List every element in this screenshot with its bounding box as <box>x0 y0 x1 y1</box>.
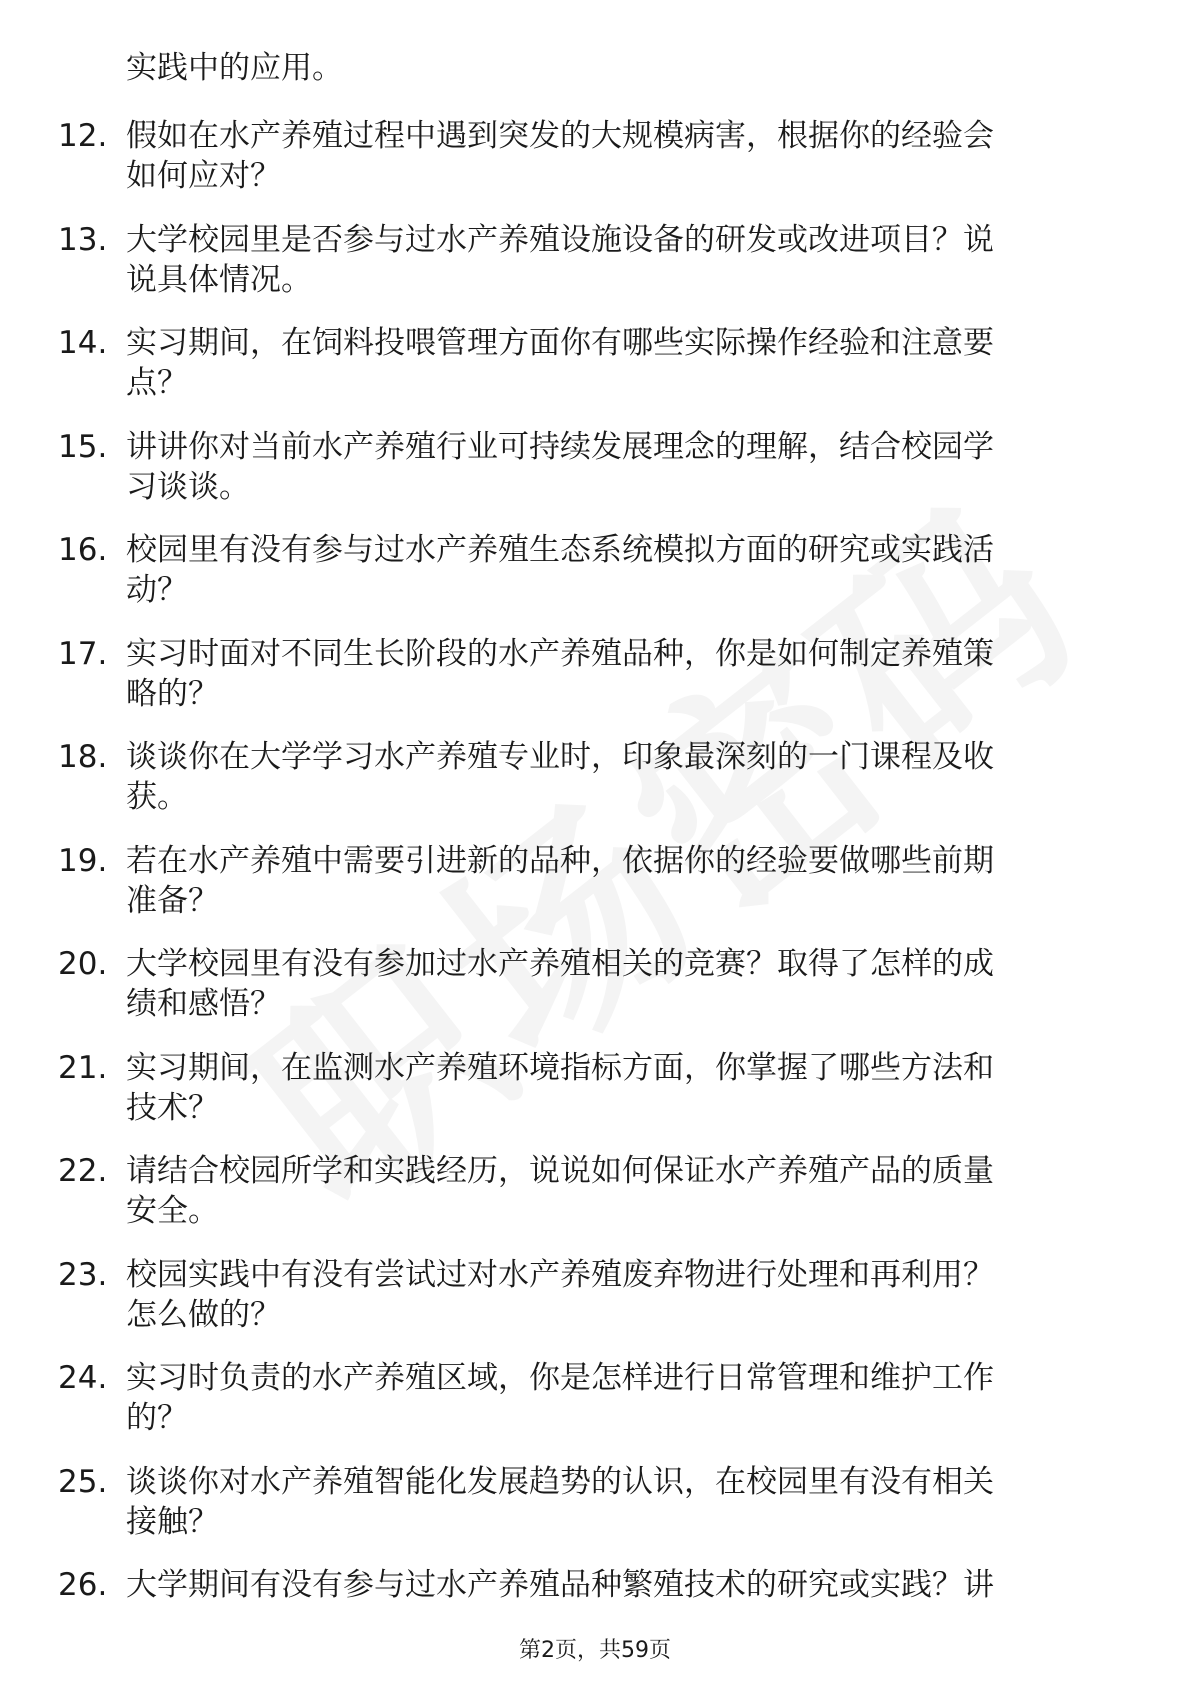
question-text <box>126 1565 1116 1605</box>
question-line: 大学期间有没有参与过水产养殖品种繁殖技术的研究或实践？讲 <box>126 1567 994 1603</box>
question-line: 安全。 <box>126 1193 219 1229</box>
question-line: 略的？ <box>126 675 219 712</box>
question-number: 13. <box>58 221 108 258</box>
question-text <box>126 634 1116 714</box>
question-text <box>126 1462 1116 1542</box>
question-item <box>0 737 1190 841</box>
question-line: 如何应对？ <box>126 158 281 194</box>
question-line: 怎么做的？ <box>126 1296 281 1333</box>
question-number: 18. <box>58 739 108 775</box>
question-item <box>0 1151 1190 1255</box>
question-text <box>126 1151 1116 1231</box>
question-number: 20. <box>58 946 108 982</box>
question-item <box>0 220 1190 324</box>
question-item <box>0 634 1190 738</box>
question-text <box>126 737 1116 817</box>
question-line: 谈谈你在大学学习水产养殖专业时，印象最深刻的一门课程及收 <box>126 739 994 775</box>
question-line: 假如在水产养殖过程中遇到突发的大规模病害，根据你的经验会 <box>126 118 994 154</box>
question-text <box>126 323 1116 403</box>
question-number: 12. <box>58 118 108 154</box>
question-text <box>126 116 1116 196</box>
question-line: 校园里有没有参与过水产养殖生态系统模拟方面的研究或实践活 <box>126 532 994 568</box>
question-number: 24. <box>58 1360 108 1396</box>
question-text <box>126 944 1116 1024</box>
question-line: 实习期间，在饲料投喂管理方面你有哪些实际操作经验和注意要 <box>126 325 994 361</box>
question-number: 14. <box>58 325 108 361</box>
question-line: 讲讲你对当前水产养殖行业可持续发展理念的理解，结合校园学 <box>126 428 994 465</box>
question-line: 大学校园里是否参与过水产养殖设施设备的研发或改进项目？说 <box>126 221 994 258</box>
question-line: 校园实践中有没有尝试过对水产养殖废弃物进行处理和再利用？ <box>126 1256 994 1293</box>
question-list <box>0 116 1190 1669</box>
question-line: 请结合校园所学和实践经历，说说如何保证水产养殖产品的质量 <box>126 1153 994 1189</box>
question-item <box>0 1358 1190 1462</box>
question-line: 谈谈你对水产养殖智能化发展趋势的认识，在校园里有没有相关 <box>126 1463 994 1500</box>
question-line: 习谈谈。 <box>126 468 250 505</box>
question-text <box>126 1358 1116 1438</box>
question-line: 实习时面对不同生长阶段的水产养殖品种，你是如何制定养殖策 <box>126 635 994 672</box>
question-line: 获。 <box>126 779 188 815</box>
question-line: 的？ <box>126 1400 188 1436</box>
question-text <box>126 1255 1116 1335</box>
question-item <box>0 323 1190 427</box>
question-item <box>0 116 1190 220</box>
question-number: 26. <box>58 1567 108 1603</box>
question-text <box>126 427 1116 507</box>
question-item <box>0 841 1190 945</box>
question-text <box>126 220 1116 300</box>
question-text <box>126 1048 1116 1128</box>
question-line: 实习期间，在监测水产养殖环境指标方面，你掌握了哪些方法和 <box>126 1049 994 1086</box>
question-number: 19. <box>58 842 108 879</box>
question-text <box>126 530 1116 610</box>
question-line: 大学校园里有没有参加过水产养殖相关的竞赛？取得了怎样的成 <box>126 946 994 982</box>
question-line: 实习时负责的水产养殖区域，你是怎样进行日常管理和维护工作 <box>126 1360 994 1396</box>
question-number: 15. <box>58 428 108 465</box>
question-item <box>0 1462 1190 1566</box>
question-line: 说具体情况。 <box>126 261 312 298</box>
question-line: 接触？ <box>126 1503 219 1540</box>
question-text <box>126 841 1116 921</box>
question-number: 22. <box>58 1153 108 1189</box>
question-line: 绩和感悟？ <box>126 986 281 1022</box>
question-item <box>0 530 1190 634</box>
question-line: 点？ <box>126 365 188 401</box>
question-item <box>0 1255 1190 1359</box>
continuation-text: 实践中的应用。 <box>126 50 343 86</box>
question-line: 准备？ <box>126 882 219 919</box>
question-item <box>0 427 1190 531</box>
question-item <box>0 944 1190 1048</box>
question-number: 21. <box>58 1049 108 1086</box>
question-number: 16. <box>58 532 108 568</box>
question-item <box>0 1048 1190 1152</box>
question-number: 17. <box>58 635 108 672</box>
question-line: 技术？ <box>126 1089 219 1126</box>
question-line: 若在水产养殖中需要引进新的品种，依据你的经验要做哪些前期 <box>126 842 994 879</box>
question-line: 动？ <box>126 572 188 608</box>
question-number: 25. <box>58 1463 108 1500</box>
question-number: 23. <box>58 1256 108 1293</box>
page-footer: 第2页，共59页 <box>519 1638 671 1663</box>
